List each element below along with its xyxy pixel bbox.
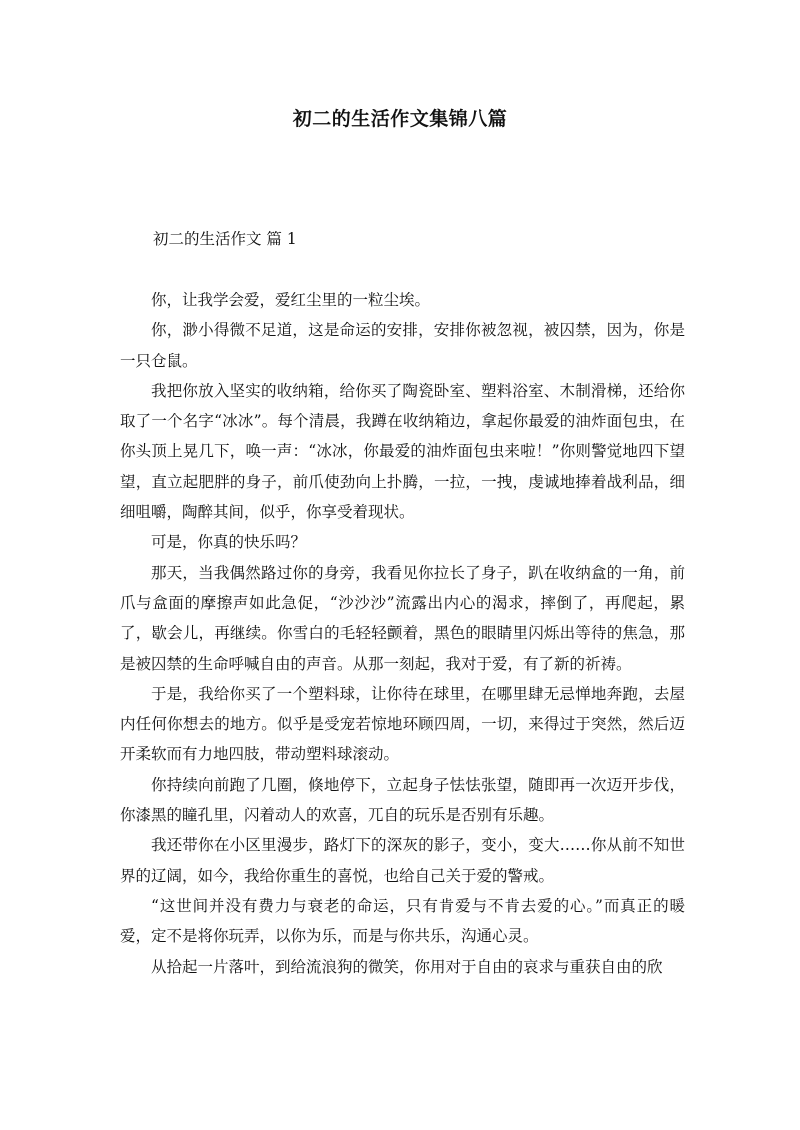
paragraph: 可是，你真的快乐吗？ xyxy=(151,533,307,552)
essay-body xyxy=(120,285,685,982)
paragraph: 你持续向前跑了几圈，倏地停下，立起身子怯怯张望，随即再一次迈开步伐，你漆黑的瞳孔里，闪着动人的欢喜，兀自的玩乐是否别有乐趣。 xyxy=(120,775,685,825)
document-title: 初二的生活作文集锦八篇 xyxy=(292,108,508,130)
paragraph: 我还带你在小区里漫步，路灯下的深灰的影子，变小，变大……你从前不知世界的辽阔，如今，我给你重生的喜悦，也给自己关于爱的警戒。 xyxy=(120,836,685,885)
paragraph: 从拾起一片落叶，到给流浪狗的微笑，你用对于自由的哀求与重获自由的欣 xyxy=(151,957,663,976)
section-heading: 初二的生活作文 篇 1 xyxy=(153,230,297,248)
paragraph: 于是，我给你买了一个塑料球，让你待在球里，在哪里肆无忌惮地奔跑，去屋内任何你想去的地方。似乎是受宠若惊地环顾四周，一切，来得过于突然，然后迈开柔软而有力地四肢，带动塑料球滚动。 xyxy=(120,684,685,764)
paragraph: 你，让我学会爱，爱红尘里的一粒尘埃。 xyxy=(151,291,431,309)
paragraph: 我把你放入坚实的收纳箱，给你买了陶瓷卧室、塑料浴室、木制滑梯，还给你取了一个名字“冰冰”。每个清晨，我蹲在收纳箱边，拿起你最爱的油炸面包虫，在你头顶上晃几下，唤一声：“冰冰，你最爱的油炸面包虫来啦！”你则警觉地四下望望，直立起肥胖的身子，前爪使劲向上扑腾，一拉，一拽，虔诚地捧着战利品，细细咀嚼，陶醉其间，似乎，你享受着现状。 xyxy=(120,381,685,522)
paragraph: 你，渺小得微不足道，这是命运的安排，安排你被忽视，被囚禁，因为，你是一只仓鼠。 xyxy=(120,321,685,370)
paragraph: 那天，当我偶然路过你的身旁，我看见你拉长了身子，趴在收纳盒的一角，前爪与盒面的摩擦声如此急促，“沙沙沙”流露出内心的渴求，摔倒了，再爬起，累了，歇会儿，再继续。你雪白的毛轻轻颤着，黑色的眼睛里闪烁出等待的焦急，那是被囚禁的生命呼喊自由的声音。从那一刻起，我对于爱，有了新的祈祷。 xyxy=(120,563,685,673)
paragraph: “这世间并没有费力与衰老的命运，只有肯爱与不肯去爱的心。”而真正的暖爱，定不是将你玩弄，以你为乐，而是与你共乐，沟通心灵。 xyxy=(120,896,685,946)
